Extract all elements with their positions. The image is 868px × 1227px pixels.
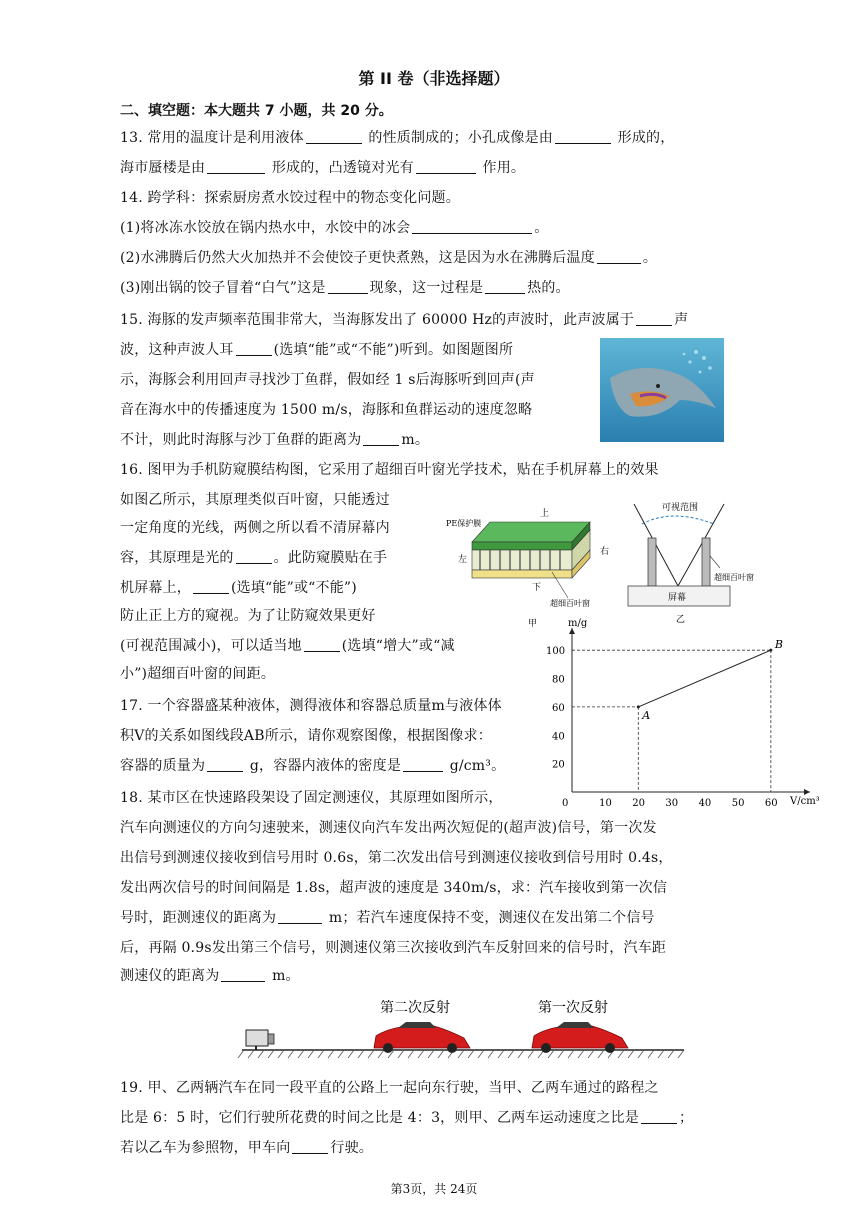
- text: 现象，这一过程是: [369, 280, 484, 296]
- x-tick-label: 50: [731, 798, 745, 809]
- answer-blank: [416, 159, 476, 174]
- x-tick-label: 30: [665, 798, 679, 809]
- label-view-range: 可视范围: [662, 503, 699, 513]
- answer-blank: [485, 279, 525, 294]
- answer-blank: [292, 1139, 328, 1154]
- label-left: 左: [458, 555, 468, 565]
- x-tick-label: 40: [698, 798, 712, 809]
- answer-blank: [221, 967, 265, 982]
- q19-line2: [120, 1108, 693, 1128]
- q15-line4: 音在海水中的传播速度为 1500 m/s，海豚和鱼群运动的速度忽略: [120, 402, 533, 418]
- louver-right: [702, 538, 710, 586]
- answer-blank: [236, 549, 272, 564]
- view-arc: [642, 516, 714, 524]
- text: 声: [674, 312, 689, 328]
- page-title: 第 II 卷（非选择题）: [358, 69, 510, 88]
- q15-line2: [120, 340, 513, 360]
- label-pe: PE保护膜: [446, 519, 482, 528]
- text: 波，这种声波人耳: [120, 342, 234, 358]
- text: (选填“能”或“不能”)听到。如图题图所: [273, 342, 514, 358]
- x-tick-label: 60: [764, 798, 778, 809]
- q16-line2: 如图乙所示，其原理类似百叶窗，只能透过: [120, 492, 390, 508]
- x-tick-label: 10: [599, 798, 612, 809]
- answer-blank: [207, 757, 243, 772]
- label-bottom: 下: [532, 583, 542, 593]
- q16-line1: 16. 图甲为手机防窥膜结构图，它采用了超细百叶窗光学技术，贴在手机屏幕上的效果: [120, 462, 659, 478]
- answer-blank: [641, 1109, 677, 1124]
- text: m；若汽车速度保持不变，测速仪在发出第二个信号: [328, 910, 655, 926]
- y-tick-label: 80: [552, 674, 565, 686]
- caption-b: 乙: [676, 615, 686, 625]
- q18-line3: 出信号到测速仪接收到信号用时 0.6s，第二次发出信号到测速仪接收到信号用时 0.4s，: [120, 850, 673, 866]
- q14-part1: [120, 218, 548, 238]
- text: 形成的，: [617, 130, 675, 146]
- text: 作用。: [482, 160, 526, 176]
- label-first-reflection: 第一次反射: [538, 1000, 608, 1016]
- page-footer: 第3页，共 24页: [390, 1182, 478, 1196]
- q15-line5: [120, 430, 429, 450]
- text: 行驶。: [330, 1140, 374, 1156]
- answer-blank: [328, 279, 368, 294]
- caption-a: 甲: [528, 619, 538, 629]
- answer-blank: [207, 159, 265, 174]
- q14-part3: [120, 278, 570, 298]
- q13-line2: [120, 158, 525, 178]
- q19-line1: 19. 甲、乙两辆汽车在同一段平直的公路上一起向东行驶，当甲、乙两车通过的路程之: [120, 1080, 659, 1096]
- text: (选填“增大”或“减: [341, 638, 455, 654]
- text: 形成的，凸透镜对光有: [271, 160, 414, 176]
- answer-blank: [278, 909, 322, 924]
- q18-line4: 发出两次信号的时间间隔是 1.8s，超声波的速度是 340m/s，求：汽车接收到第一次信: [120, 880, 668, 896]
- text: (可视范围减小)，可以适当地: [120, 638, 302, 654]
- label-second-reflection: 第二次反射: [380, 1000, 450, 1016]
- text: ；: [678, 1110, 694, 1126]
- x-tick-label: 0: [562, 798, 569, 809]
- text: (2)水沸腾后仍然大火加热并不会使饺子更快煮熟，这是因为水在沸腾后温度: [120, 250, 595, 266]
- label-louver: 超细百叶窗: [550, 599, 590, 608]
- text: 号时，距测速仪的距离为: [120, 910, 277, 926]
- y-tick-label: 40: [552, 731, 565, 743]
- answer-blank: [636, 311, 672, 326]
- radar-device: [246, 1030, 274, 1050]
- point-label: B: [774, 638, 783, 652]
- x-axis-label: V/cm³: [790, 796, 820, 807]
- text: 。此防窥膜贴在手: [273, 550, 388, 566]
- text: 若以乙车为参照物，甲车向: [120, 1140, 291, 1156]
- answer-blank: [403, 757, 443, 772]
- speed-radar-figure: [238, 994, 688, 1064]
- label-louver-b: 超细百叶窗: [714, 573, 754, 582]
- louver-left: [648, 538, 656, 586]
- text: 容，其原理是光的: [120, 550, 234, 566]
- q16-line5: [120, 578, 357, 598]
- label-right: 右: [600, 547, 610, 557]
- text: (选填“能”或“不能”): [231, 580, 357, 596]
- x-axis-arrow: [804, 789, 810, 795]
- data-point: [769, 649, 772, 652]
- text: 海市蜃楼是由: [120, 160, 206, 176]
- text: (1)将冰冻水饺放在锅内热水中，水饺中的冰会: [120, 220, 411, 236]
- q16-line8: 小”)超细百叶窗的间距。: [120, 666, 276, 682]
- figure-a-film-structure: [440, 500, 620, 630]
- label-screen: 屏幕: [668, 593, 687, 603]
- answer-blank: [363, 431, 399, 446]
- q17-line3: [120, 756, 505, 776]
- text: 13. 常用的温度计是利用液体: [120, 130, 304, 146]
- y-tick-label: 100: [546, 646, 566, 658]
- text: g/cm³。: [449, 758, 506, 774]
- q14-part2: [120, 248, 657, 268]
- y-tick-label: 20: [552, 759, 565, 771]
- car-first: [532, 1022, 628, 1053]
- text: 机屏幕上，: [120, 580, 191, 596]
- data-point: [637, 705, 640, 708]
- q16-line6: 防止正上方的窥视。为了让防窥效果更好: [120, 608, 376, 624]
- q16-line3: 一定角度的光线，两侧之所以看不清屏幕内: [120, 520, 390, 536]
- q14-heading: 14. 跨学科：探索厨房煮水饺过程中的物态变化问题。: [120, 190, 460, 206]
- q15-line3: 示，海豚会利用回声寻找沙丁鱼群，假如经 1 s后海豚听到回声(声: [120, 372, 535, 388]
- text: 。: [642, 250, 658, 266]
- text: 测速仪的距离为: [120, 968, 220, 984]
- label-top: 上: [540, 509, 550, 519]
- road-hatching: [238, 1050, 684, 1058]
- q15-line1: [120, 310, 688, 330]
- q18-line1: 18. 某市区在快速路段架设了固定测速仪，其原理如图所示，: [120, 790, 503, 806]
- q17-line1: 17. 一个容器盛某种液体，测得液体和容器总质量m与液体体: [120, 698, 502, 714]
- y-tick-label: 60: [552, 702, 565, 714]
- q17-line2: 积V的关系如图线段AB所示，请你观察图像，根据图像求：: [120, 728, 492, 744]
- mass-volume-chart: [540, 618, 820, 809]
- q18-line2: 汽车向测速仪的方向匀速驶来，测速仪向汽车发出两次短促的(超声波)信号，第一次发: [120, 820, 657, 836]
- text: 15. 海豚的发声频率范围非常大，当海豚发出了 60000 Hz的声波时，此声波属于: [120, 312, 635, 328]
- y-axis-label: m/g: [568, 618, 588, 629]
- text: 比是 6：5 时，它们行驶所花费的时间之比是 4：3，则甲、乙两车运动速度之比是: [120, 1110, 639, 1126]
- text: m。: [272, 968, 300, 984]
- text: (3)刚出锅的饺子冒着“白气”这是: [120, 280, 326, 296]
- answer-blank: [193, 579, 229, 594]
- q18-line5: [120, 908, 655, 928]
- q16-line4: [120, 548, 387, 568]
- dolphin-photo: [600, 338, 724, 442]
- answer-blank: [306, 129, 362, 144]
- q19-line3: [120, 1138, 373, 1158]
- figure-b-viewing-angle: [620, 490, 780, 630]
- text: 的性质制成的；小孔成像是由: [368, 130, 553, 146]
- x-tick-label: 20: [632, 798, 646, 809]
- series-line-segment: [638, 650, 771, 707]
- answer-blank: [555, 129, 611, 144]
- car-second: [374, 1022, 470, 1053]
- q13-line1: [120, 128, 674, 148]
- text: 。: [534, 220, 549, 236]
- text: 容器的质量为: [120, 758, 206, 774]
- text: 不计，则此时海豚与沙丁鱼群的距离为: [120, 432, 362, 448]
- answer-blank: [236, 341, 272, 356]
- answer-blank: [412, 219, 532, 234]
- answer-blank: [304, 637, 340, 652]
- pe-film-top: [472, 522, 590, 542]
- text: 热的。: [527, 280, 570, 296]
- q18-line6: 后，再隔 0.9s发出第三个信号，则测速仪第三次接收到汽车反射回来的信号时，汽车距: [120, 940, 667, 956]
- q18-line7: [120, 966, 300, 986]
- answer-blank: [597, 249, 641, 264]
- text: g，容器内液体的密度是: [249, 758, 402, 774]
- section-heading: 二、填空题：本大题共 7 小题，共 20 分。: [120, 103, 393, 119]
- point-label: A: [642, 708, 651, 722]
- q16-line7: [120, 636, 455, 656]
- text: m。: [401, 432, 430, 448]
